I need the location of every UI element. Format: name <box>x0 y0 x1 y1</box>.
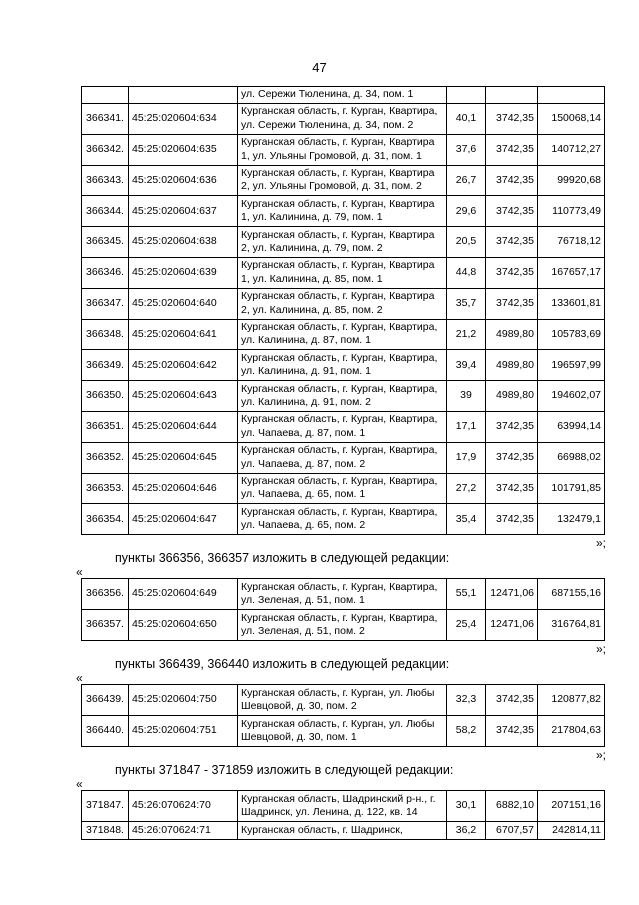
unit-price: 3742,35 <box>486 716 538 747</box>
cadastral-value: 196597,99 <box>538 350 605 381</box>
registry-table-371847 <box>81 790 605 840</box>
address: Курганская область, г. Курган, Квартира, ул. Сережи Тюленина, д. 34, пом. 2 <box>238 104 447 135</box>
unit-price: 4989,80 <box>486 381 538 412</box>
cadastral-number: 45:25:020604:642 <box>129 350 238 381</box>
table-row <box>82 257 605 288</box>
cadastral-number: 45:25:020604:650 <box>129 610 238 641</box>
area: 39 <box>447 381 486 412</box>
unit-price: 3742,35 <box>486 504 538 535</box>
cadastral-value: 105783,69 <box>538 319 605 350</box>
row-number: 366350. <box>82 381 129 412</box>
cadastral-value: 217804,63 <box>538 716 605 747</box>
cadastral-value: 76718,12 <box>538 227 605 258</box>
area: 40,1 <box>447 104 486 135</box>
table-row <box>82 822 605 840</box>
address: Курганская область, г. Курган, Квартира, ул. Зеленая, д. 51, пом. 1 <box>238 579 447 610</box>
row-number: 371848. <box>82 822 129 840</box>
unit-price: 3742,35 <box>486 442 538 473</box>
table-row <box>82 165 605 196</box>
row-number: 366344. <box>82 196 129 227</box>
cadastral-number: 45:25:020604:647 <box>129 504 238 535</box>
area: 17,9 <box>447 442 486 473</box>
cadastral-value: 99920,68 <box>538 165 605 196</box>
cadastral-number: 45:25:020604:640 <box>129 288 238 319</box>
cadastral-value: 687155,16 <box>538 579 605 610</box>
address: Курганская область, г. Курган, Квартира 2, ул. Калинина, д. 79, пом. 2 <box>238 227 447 258</box>
unit-price: 12471,06 <box>486 579 538 610</box>
cadastral-value: 167657,17 <box>538 257 605 288</box>
address: Курганская область, г. Курган, Квартира, ул. Калинина, д. 91, пом. 1 <box>238 350 447 381</box>
cadastral-number: 45:25:020604:634 <box>129 104 238 135</box>
area: 26,7 <box>447 165 486 196</box>
registry-table-continued <box>81 86 605 535</box>
unit-price: 3742,35 <box>486 411 538 442</box>
address: Курганская область, Шадринский р-н., г. Шадринск, ул. Ленина, д. 122, кв. 14 <box>238 791 447 822</box>
unit-price: 3742,35 <box>486 134 538 165</box>
address: Курганская область, г. Курган, Квартира 1, ул. Калинина, д. 85, пом. 1 <box>238 257 447 288</box>
cadastral-number: 45:25:020604:645 <box>129 442 238 473</box>
unit-price: 3742,35 <box>486 685 538 716</box>
row-number: 366347. <box>82 288 129 319</box>
area: 35,7 <box>447 288 486 319</box>
unit-price: 4989,80 <box>486 319 538 350</box>
amendment-instruction: пункты 366439, 366440 изложить в следующей редакции: <box>115 657 450 671</box>
cadastral-number: 45:25:020604:644 <box>129 411 238 442</box>
cadastral-value: 316764,81 <box>538 610 605 641</box>
cadastral-number: 45:25:020604:751 <box>129 716 238 747</box>
row-number: 366439. <box>82 685 129 716</box>
table-row <box>82 473 605 504</box>
cadastral-value: 150068,14 <box>538 104 605 135</box>
row-number: 366346. <box>82 257 129 288</box>
cadastral-value <box>538 87 605 104</box>
cadastral-number: 45:25:020604:638 <box>129 227 238 258</box>
row-number: 366357. <box>82 610 129 641</box>
area: 58,2 <box>447 716 486 747</box>
row-number: 366343. <box>82 165 129 196</box>
unit-price: 3742,35 <box>486 227 538 258</box>
table-row <box>82 350 605 381</box>
cadastral-number: 45:25:020604:636 <box>129 165 238 196</box>
address: Курганская область, г. Курган, Квартира, ул. Чапаева, д. 87, пом. 1 <box>238 411 447 442</box>
area: 44,8 <box>447 257 486 288</box>
area: 37,6 <box>447 134 486 165</box>
cadastral-number: 45:25:020604:643 <box>129 381 238 412</box>
unit-price: 6882,10 <box>486 791 538 822</box>
unit-price: 3742,35 <box>486 165 538 196</box>
cadastral-value: 101791,85 <box>538 473 605 504</box>
table-row <box>82 227 605 258</box>
row-number: 366342. <box>82 134 129 165</box>
area: 39,4 <box>447 350 486 381</box>
address: Курганская область, г. Курган, ул. Любы Шевцовой, д. 30, пом. 2 <box>238 685 447 716</box>
unit-price <box>486 87 538 104</box>
cadastral-number: 45:25:020604:649 <box>129 579 238 610</box>
area: 29,6 <box>447 196 486 227</box>
table-row <box>82 319 605 350</box>
address: Курганская область, г. Курган, Квартира 1, ул. Калинина, д. 79, пом. 1 <box>238 196 447 227</box>
area: 27,2 <box>447 473 486 504</box>
table-row <box>82 288 605 319</box>
area: 32,3 <box>447 685 486 716</box>
row-number: 366352. <box>82 442 129 473</box>
quote-open-mark: « <box>76 777 83 791</box>
unit-price: 3742,35 <box>486 104 538 135</box>
table-row <box>82 579 605 610</box>
row-number: 366348. <box>82 319 129 350</box>
cadastral-number: 45:25:020604:635 <box>129 134 238 165</box>
unit-price: 6707,57 <box>486 822 538 840</box>
cadastral-value: 207151,16 <box>538 791 605 822</box>
table-row <box>82 442 605 473</box>
row-number: 366341. <box>82 104 129 135</box>
quote-close-mark: »; <box>596 748 607 762</box>
quote-close-mark: »; <box>596 642 607 656</box>
area <box>447 87 486 104</box>
cadastral-number: 45:25:020604:646 <box>129 473 238 504</box>
address: Курганская область, г. Курган, Квартира, ул. Чапаева, д. 87, пом. 2 <box>238 442 447 473</box>
address: Курганская область, г. Курган, Квартира 1, ул. Ульяны Громовой, д. 31, пом. 1 <box>238 134 447 165</box>
row-number: 366440. <box>82 716 129 747</box>
table-row <box>82 196 605 227</box>
unit-price: 3742,35 <box>486 257 538 288</box>
area: 20,5 <box>447 227 486 258</box>
row-number: 366351. <box>82 411 129 442</box>
table-row <box>82 504 605 535</box>
row-number: 366349. <box>82 350 129 381</box>
cadastral-value: 242814,11 <box>538 822 605 840</box>
address: Курганская область, г. Курган, Квартира 2, ул. Ульяны Громовой, д. 31, пом. 2 <box>238 165 447 196</box>
row-number: 366353. <box>82 473 129 504</box>
area: 30,1 <box>447 791 486 822</box>
page-number: 47 <box>312 60 327 75</box>
area: 17,1 <box>447 411 486 442</box>
address: ул. Сережи Тюленина, д. 34, пом. 1 <box>238 87 447 104</box>
cadastral-value: 63994,14 <box>538 411 605 442</box>
unit-price: 12471,06 <box>486 610 538 641</box>
table-row <box>82 87 605 104</box>
table-row <box>82 411 605 442</box>
row-number: 366354. <box>82 504 129 535</box>
table-row <box>82 791 605 822</box>
address: Курганская область, г. Курган, Квартира, ул. Калинина, д. 87, пом. 1 <box>238 319 447 350</box>
unit-price: 3742,35 <box>486 288 538 319</box>
unit-price: 3742,35 <box>486 196 538 227</box>
area: 25,4 <box>447 610 486 641</box>
quote-open-mark: « <box>76 671 83 685</box>
quote-open-mark: « <box>76 565 83 579</box>
unit-price: 4989,80 <box>486 350 538 381</box>
unit-price: 3742,35 <box>486 473 538 504</box>
cadastral-value: 132479,1 <box>538 504 605 535</box>
cadastral-number <box>129 87 238 104</box>
address: Курганская область, г. Курган, Квартира, ул. Калинина, д. 91, пом. 2 <box>238 381 447 412</box>
table-row <box>82 716 605 747</box>
address: Курганская область, г. Курган, Квартира, ул. Чапаева, д. 65, пом. 1 <box>238 473 447 504</box>
table-row <box>82 104 605 135</box>
cadastral-value: 120877,82 <box>538 685 605 716</box>
row-number: 371847. <box>82 791 129 822</box>
registry-table-366439 <box>81 684 605 747</box>
table-row <box>82 610 605 641</box>
cadastral-value: 140712,27 <box>538 134 605 165</box>
area: 36,2 <box>447 822 486 840</box>
area: 21,2 <box>447 319 486 350</box>
cadastral-number: 45:26:070624:71 <box>129 822 238 840</box>
address: Курганская область, г. Шадринск, <box>238 822 447 840</box>
address: Курганская область, г. Курган, ул. Любы Шевцовой, д. 30, пом. 1 <box>238 716 447 747</box>
amendment-instruction: пункты 366356, 366357 изложить в следующей редакции: <box>115 551 450 565</box>
address: Курганская область, г. Курган, Квартира, ул. Зеленая, д. 51, пом. 2 <box>238 610 447 641</box>
area: 55,1 <box>447 579 486 610</box>
cadastral-value: 133601,81 <box>538 288 605 319</box>
cadastral-value: 66988,02 <box>538 442 605 473</box>
cadastral-number: 45:25:020604:639 <box>129 257 238 288</box>
area: 35,4 <box>447 504 486 535</box>
cadastral-number: 45:25:020604:641 <box>129 319 238 350</box>
address: Курганская область, г. Курган, Квартира 2, ул. Калинина, д. 85, пом. 2 <box>238 288 447 319</box>
cadastral-number: 45:26:070624:70 <box>129 791 238 822</box>
cadastral-number: 45:25:020604:637 <box>129 196 238 227</box>
address: Курганская область, г. Курган, Квартира, ул. Чапаева, д. 65, пом. 2 <box>238 504 447 535</box>
row-number: 366345. <box>82 227 129 258</box>
table-row <box>82 685 605 716</box>
cadastral-value: 194602,07 <box>538 381 605 412</box>
amendment-instruction: пункты 371847 - 371859 изложить в следующей редакции: <box>115 763 454 777</box>
table-row <box>82 381 605 412</box>
quote-close-mark: »; <box>596 536 607 550</box>
registry-table-366356 <box>81 578 605 641</box>
cadastral-number: 45:25:020604:750 <box>129 685 238 716</box>
row-number <box>82 87 129 104</box>
row-number: 366356. <box>82 579 129 610</box>
table-row <box>82 134 605 165</box>
cadastral-value: 110773,49 <box>538 196 605 227</box>
